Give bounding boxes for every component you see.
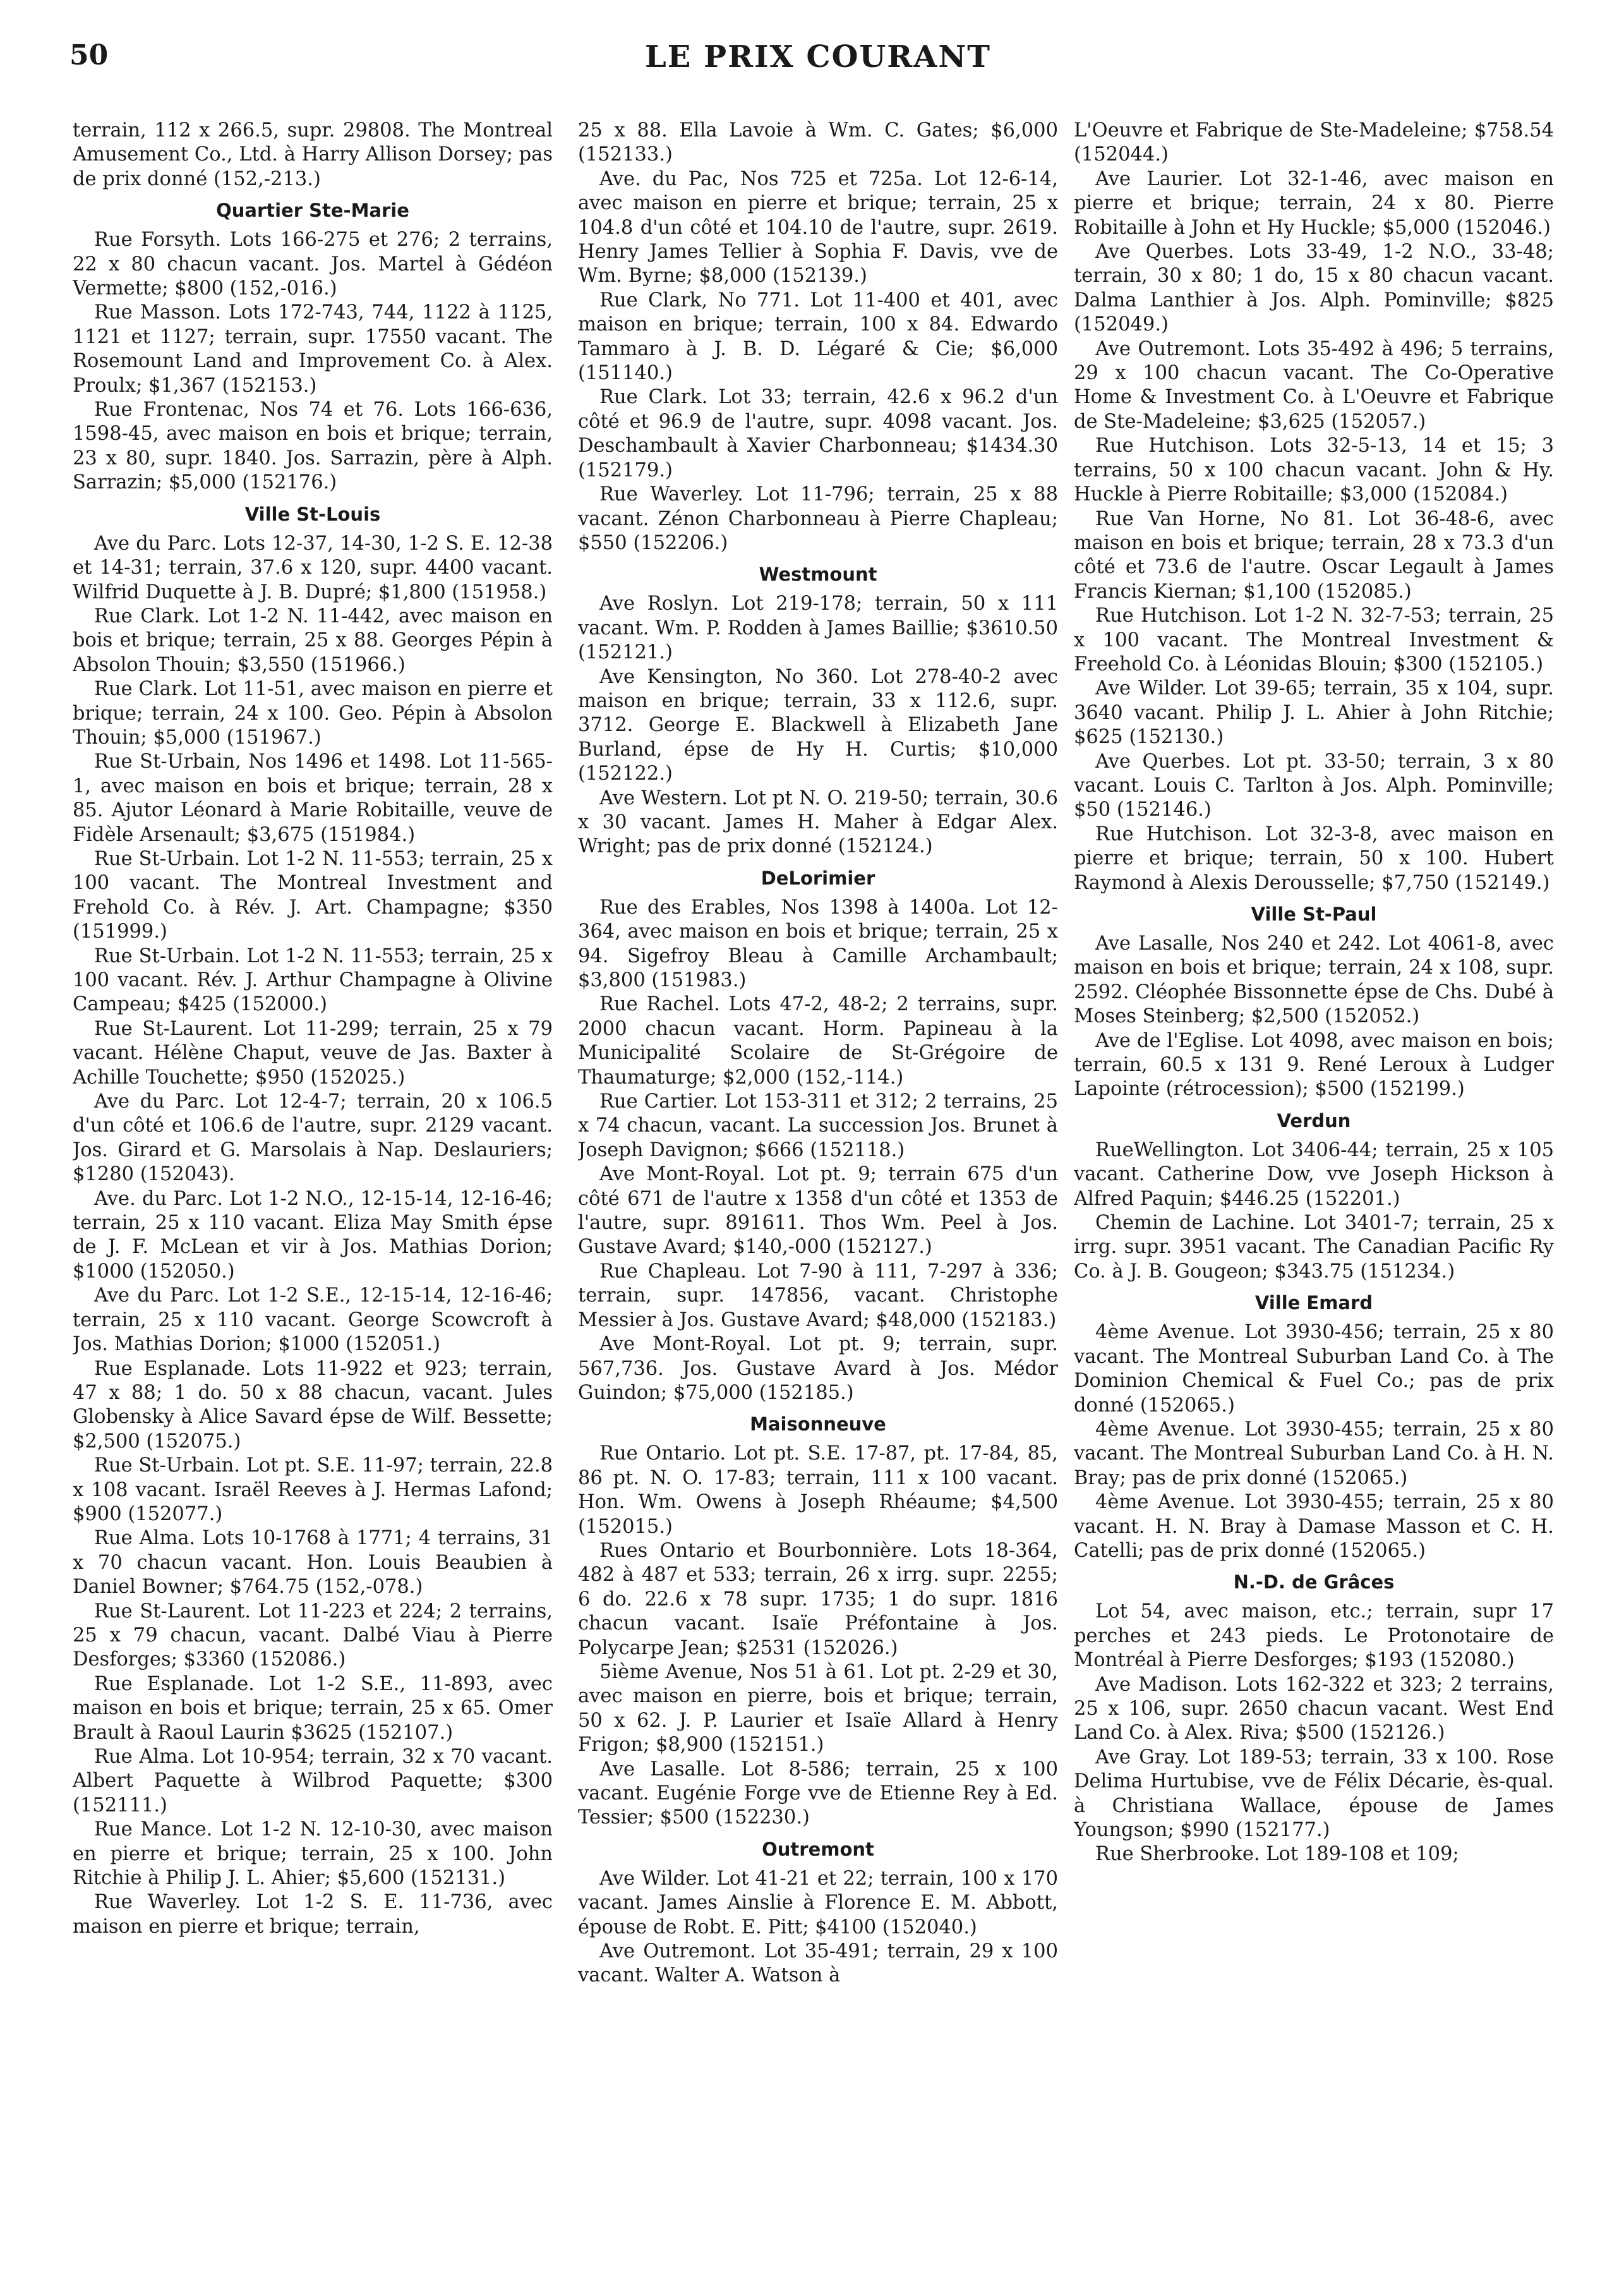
- listing-entry: Rue Mance. Lot 1-2 N. 12-10-30, avec maison en pierre et brique; terrain, 25 x 100. John Ritchie à Philip J. L. Ahier; $5,600 (152131.): [73, 1818, 553, 1890]
- listing-entry: Rue St-Urbain, Nos 1496 et 1498. Lot 11-565-1, avec maison en bois et brique; terrain, 28 x 85. Ajutor Léonard à Marie Robitaille, veuve de Fidèle Arsenault; $3,675 (151984.): [73, 751, 553, 846]
- text-column-1: [73, 119, 553, 2267]
- listing-entry: Ave du Parc. Lots 12-37, 14-30, 1-2 S. E. 12-38 et 14-31; terrain, 37.6 x 120, supr. 4400 vacant. Wilfrid Duquette à J. B. Dupré; $1,800 (151958.): [73, 532, 553, 603]
- listing-entry: Ave Lasalle, Nos 240 et 242. Lot 4061-8, avec maison en bois et brique; terrain, 24 x 108, supr. 2592. Cléophée Bissonnette épse de Chs. Dubé à Moses Steinberg; $2,500 (152052.): [1074, 933, 1554, 1028]
- listing-entry: Ave Madison. Lots 162-322 et 323; 2 terrains, 25 x 106, supr. 2650 chacun vacant. West End Land Co. à Alex. Riva; $500 (152126.): [1074, 1673, 1554, 1744]
- listing-entry: Ave du Parc. Lot 1-2 S.E., 12-15-14, 12-16-46; terrain, 25 x 110 vacant. George Scowcroft à Jos. Mathias Dorion; $1000 (152051.): [73, 1284, 553, 1356]
- section-heading: DeLorimier: [761, 867, 875, 889]
- listing-entry: Rue Alma. Lots 10-1768 à 1771; 4 terrains, 31 x 70 chacun vacant. Hon. Louis Beaubien à Daniel Bowner; $764.75 (152,-078.): [73, 1527, 553, 1598]
- listing-entry: Ave Wilder. Lot 41-21 et 22; terrain, 100 x 170 vacant. James Ainslie à Florence E. M. Abbott, épouse de Robt. E. Pitt; $4100 (152040.): [578, 1867, 1058, 1938]
- section-heading: Quartier Ste-Marie: [216, 200, 409, 222]
- listing-entry: Rue Van Horne, No 81. Lot 36-48-6, avec maison en bois et brique; terrain, 28 x 73.3 d'un côté et 73.6 de l'autre. Oscar Legault à James Francis Kiernan; $1,100 (152085.): [1074, 507, 1554, 603]
- listing-entry-continued: L'Oeuvre et Fabrique de Ste-Madeleine; $758.54 (152044.): [1074, 119, 1554, 166]
- listing-entry: Rue Hutchison. Lot 1-2 N. 32-7-53; terrain, 25 x 100 vacant. The Montreal Investment & Freehold Co. à Léonidas Blouin; $300 (152105.): [1074, 605, 1554, 675]
- listing-entry-continued: 25 x 88. Ella Lavoie à Wm. C. Gates; $6,000 (152133.): [578, 119, 1058, 166]
- listing-entry: Ave. du Pac, Nos 725 et 725a. Lot 12-6-14, avec maison en pierre et brique; terrain, 25 x 104.8 d'un côté et 104.10 de l'autre, supr. 2619. Henry James Tellier à Sophia F. Davis, vve de Wm. Byrne; $8,000 (152139.): [578, 167, 1058, 287]
- section-heading: Ville Emard: [1254, 1292, 1373, 1314]
- listing-entry: Rue St-Laurent. Lot 11-299; terrain, 25 x 79 vacant. Hélène Chaput, veuve de Jas. Baxter à Achille Touchette; $950 (152025.): [73, 1017, 553, 1089]
- listing-entry: Rue Clark. Lot 33; terrain, 42.6 x 96.2 d'un côté et 96.9 de l'autre, supr. 4098 vacant. Jos. Deschambault à Xavier Charbonneau; $1434.30 (152179.): [578, 386, 1058, 481]
- section-heading: Outremont: [762, 1838, 874, 1860]
- listing-entry: Rue Esplanade. Lots 11-922 et 923; terrain, 47 x 88; 1 do. 50 x 88 chacun, vacant. Jules Globensky à Alice Savard épse de Wilf. Bessette; $2,500 (152075.): [73, 1357, 553, 1453]
- listing-entry: Rue St-Urbain. Lot pt. S.E. 11-97; terrain, 22.8 x 108 vacant. Israël Reeves à J. Hermas Lafond; $900 (152077.): [73, 1454, 553, 1525]
- listing-entry: Ave Lasalle. Lot 8-586; terrain, 25 x 100 vacant. Eugénie Forge vve de Etienne Rey à Ed. Tessier; $500 (152230.): [578, 1758, 1058, 1829]
- listing-entry: Rue Clark. Lot 11-51, avec maison en pierre et brique; terrain, 24 x 100. Geo. Pépin à Absolon Thouin; $5,000 (151967.): [73, 678, 553, 749]
- listing-entry: Ave Mont-Royal. Lot pt. 9; terrain 675 d'un côté 671 de l'autre x 1358 d'un côté et 1353 de l'autre, supr. 891611. Thos Wm. Peel à Jos. Gustave Avard; $140,-000 (152127.): [578, 1163, 1058, 1259]
- listing-entry: Lot 54, avec maison, etc.; terrain, supr 17 perches et 243 pieds. Le Protonotaire de Montréal à Pierre Desforges; $193 (152080.): [1074, 1600, 1554, 1672]
- listing-entry: Ave de l'Eglise. Lot 4098, avec maison en bois; terrain, 60.5 x 131 9. René Leroux à Ludger Lapointe (rétrocession); $500 (152199.): [1074, 1029, 1554, 1101]
- listing-entry: Rue St-Urbain. Lot 1-2 N. 11-553; terrain, 25 x 100 vacant. The Montreal Investment and Frehold Co. à Rév. J. Art. Champagne; $350 (151999.): [73, 847, 553, 943]
- listing-entry: Ave Mont-Royal. Lot pt. 9; terrain, supr. 567,736. Jos. Gustave Avard à Jos. Médor Guindon; $75,000 (152185.): [578, 1333, 1058, 1404]
- listing-entry: Rue Esplanade. Lot 1-2 S.E., 11-893, avec maison en bois et brique; terrain, 25 x 65. Omer Brault à Raoul Laurin $3625 (152107.): [73, 1672, 553, 1744]
- listing-entry: Ave Wilder. Lot 39-65; terrain, 35 x 104, supr. 3640 vacant. Philip J. L. Ahier à John Ritchie; $625 (152130.): [1074, 677, 1554, 749]
- text-column-3: [1074, 119, 1554, 2267]
- listing-entry: Ave Querbes. Lot pt. 33-50; terrain, 3 x 80 vacant. Louis C. Tarlton à Jos. Alph. Pominville; $50 (152146.): [1074, 750, 1554, 821]
- listing-entry: Ave Western. Lot pt N. O. 219-50; terrain, 30.6 x 30 vacant. James H. Maher à Edgar Alex. Wright; pas de prix donné (152124.): [578, 787, 1058, 858]
- listing-entry: Rue St-Laurent. Lot 11-223 et 224; 2 terrains, 25 x 79 chacun, vacant. Dalbé Viau à Pierre Desforges; $3360 (152086.): [73, 1600, 553, 1671]
- listing-entry: Rue Rachel. Lots 47-2, 48-2; 2 terrains, supr. 2000 chacun vacant. Horm. Papineau à la Municipalité Scolaire de St-Grégoire de Thaumaturge; $2,000 (152,-114.): [578, 993, 1058, 1089]
- listing-entry: Rue Clark. Lot 1-2 N. 11-442, avec maison en bois et brique; terrain, 25 x 88. Georges Pépin à Absolon Thouin; $3,550 (151966.): [73, 605, 553, 676]
- listing-entry: Rue Forsyth. Lots 166-275 et 276; 2 terrains, 22 x 80 chacun vacant. Jos. Martel à Gédéon Vermette; $800 (152,-016.): [73, 229, 553, 300]
- page-header: [69, 39, 1567, 83]
- listing-entry: Rues Ontario et Bourbonnière. Lots 18-364, 482 à 487 et 533; terrain, 26 x irrg. supr. 2255; 6 do. 22.6 x 78 supr. 1735; 1 do supr. 1816 chacun vacant. Isaïe Préfontaine à Jos. Polycarpe Jean; $2531 (152026.): [578, 1539, 1058, 1659]
- listing-entry: Rue Hutchison. Lots 32-5-13, 14 et 15; 3 terrains, 50 x 100 chacun vacant. John & Hy. Huckle à Pierre Robitaille; $3,000 (152084.): [1074, 435, 1554, 506]
- listing-entry: Ave Roslyn. Lot 219-178; terrain, 50 x 111 vacant. Wm. P. Rodden à James Baillie; $3610.50 (152121.): [578, 593, 1058, 664]
- listing-entry: Rue Masson. Lots 172-743, 744, 1122 à 1125, 1121 et 1127; terrain, supr. 17550 vacant. The Rosemount Land and Improvement Co. à Alex. Proulx; $1,367 (152153.): [73, 301, 553, 397]
- journal-title: LE PRIX COURANT: [644, 39, 992, 75]
- section-heading: N.-D. de Grâces: [1233, 1571, 1395, 1593]
- listing-entry: Rue Clark, No 771. Lot 11-400 et 401, avec maison en brique; terrain, 100 x 84. Edwardo Tammaro à J. B. D. Légaré & Cie; $6,000 (151140.): [578, 289, 1058, 385]
- listing-entry: Chemin de Lachine. Lot 3401-7; terrain, 25 x irrg. supr. 3951 vacant. The Canadian Pacific Ry Co. à J. B. Gougeon; $343.75 (151234.): [1074, 1212, 1554, 1283]
- listing-entry: 4ème Avenue. Lot 3930-456; terrain, 25 x 80 vacant. The Montreal Suburban Land Co. à The Dominion Chemical & Fuel Co.; pas de prix donné (152065.): [1074, 1321, 1554, 1417]
- listing-entry: Ave Querbes. Lots 33-49, 1-2 N.O., 33-48; terrain, 30 x 80; 1 do, 15 x 80 chacun vacant. Dalma Lanthier à Jos. Alph. Pominville; $825 (152049.): [1074, 241, 1554, 336]
- listing-entry: Rue Ontario. Lot pt. S.E. 17-87, pt. 17-84, 85, 86 pt. N. O. 17-83; terrain, 111 x 100 vacant. Hon. Wm. Owens à Joseph Rhéaume; $4,500 (152015.): [578, 1442, 1058, 1538]
- listing-entry: Rue St-Urbain. Lot 1-2 N. 11-553; terrain, 25 x 100 vacant. Rév. J. Arthur Champagne à Olivine Campeau; $425 (152000.): [73, 945, 553, 1016]
- listing-entry: Ave Kensington, No 360. Lot 278-40-2 avec maison en brique; terrain, 33 x 112.6, supr. 3712. George E. Blackwell à Elizabeth Jane Burland, épse de Hy H. Curtis; $10,000 (152122.): [578, 665, 1058, 785]
- listing-entry: Ave Outremont. Lots 35-492 à 496; 5 terrains, 29 x 100 chacun vacant. The Co-Operative Home & Investment Co. à L'Oeuvre et Fabrique de Ste-Madeleine; $3,625 (152057.): [1074, 337, 1554, 433]
- listing-entry: Rue des Erables, Nos 1398 à 1400a. Lot 12-364, avec maison en bois et brique; terrain, 25 x 94. Sigefroy Bleau à Camille Archambault; $3,800 (151983.): [578, 896, 1058, 991]
- listing-entry: 4ème Avenue. Lot 3930-455; terrain, 25 x 80 vacant. H. N. Bray à Damase Masson et C. H. Catelli; pas de prix donné (152065.): [1074, 1491, 1554, 1562]
- listing-entry: 4ème Avenue. Lot 3930-455; terrain, 25 x 80 vacant. The Montreal Suburban Land Co. à H. N. Bray; pas de prix donné (152065.): [1074, 1418, 1554, 1489]
- listing-entry: 5ième Avenue, Nos 51 à 61. Lot pt. 2-29 et 30, avec maison en pierre, bois et brique; terrain, 50 x 62. J. P. Laurier et Isaïe Allard à Henry Frigon; $8,900 (152151.): [578, 1660, 1058, 1756]
- listing-entry-continued: terrain, 112 x 266.5, supr. 29808. The Montreal Amusement Co., Ltd. à Harry Allison Dorsey; pas de prix donné (152,-213.): [73, 119, 553, 190]
- section-heading: Ville St-Paul: [1251, 903, 1377, 925]
- listing-entry: Rue Cartier. Lot 153-311 et 312; 2 terrains, 25 x 74 chacun, vacant. La succession Jos. Brunet à Joseph Davignon; $666 (152118.): [578, 1091, 1058, 1161]
- section-heading: Maisonneuve: [750, 1413, 886, 1435]
- listing-entry: Rue Waverley. Lot 11-796; terrain, 25 x 88 vacant. Zénon Charbonneau à Pierre Chapleau; $550 (152206.): [578, 483, 1058, 554]
- listing-entry: Rue Alma. Lot 10-954; terrain, 32 x 70 vacant. Albert Paquette à Wilbrod Paquette; $300 (152111.): [73, 1746, 553, 1816]
- listing-entry: Rue Chapleau. Lot 7-90 à 111, 7-297 à 336; terrain, supr. 147856, vacant. Christophe Messier à Jos. Gustave Avard; $48,000 (152183.): [578, 1260, 1058, 1331]
- listing-entry: Rue Frontenac, Nos 74 et 76. Lots 166-636, 1598-45, avec maison en bois et brique; terrain, 23 x 80, supr. 1840. Jos. Sarrazin, père à Alph. Sarrazin; $5,000 (152176.): [73, 399, 553, 494]
- listing-entry: RueWellington. Lot 3406-44; terrain, 25 x 105 vacant. Catherine Dow, vve Joseph Hickson à Alfred Paquin; $446.25 (152201.): [1074, 1139, 1554, 1210]
- section-heading: Ville St-Louis: [244, 503, 381, 525]
- section-heading: Westmount: [759, 564, 877, 586]
- page-number: 50: [69, 39, 109, 71]
- listing-entry: Ave Laurier. Lot 32-1-46, avec maison en pierre et brique; terrain, 24 x 80. Pierre Robitaille à John et Hy Huckle; $5,000 (152046.): [1074, 167, 1554, 239]
- listing-entry: Ave Outremont. Lot 35-491; terrain, 29 x 100 vacant. Walter A. Watson à: [578, 1940, 1058, 1987]
- section-heading: Verdun: [1277, 1109, 1351, 1132]
- listing-entry: Ave Gray. Lot 189-53; terrain, 33 x 100. Rose Delima Hurtubise, vve de Félix Décarie, ès-qual. à Christiana Wallace, épouse de James Youngson; $990 (152177.): [1074, 1746, 1554, 1841]
- listing-entry: Ave du Parc. Lot 12-4-7; terrain, 20 x 106.5 d'un côté et 106.6 de l'autre, supr. 2129 vacant. Jos. Girard et G. Marsolais à Nap. Deslauriers; $1280 (152043).: [73, 1091, 553, 1186]
- listing-entry: Rue Sherbrooke. Lot 189-108 et 109;: [1095, 1843, 1459, 1866]
- listing-entry: Rue Waverley. Lot 1-2 S. E. 11-736, avec maison en pierre et brique; terrain,: [73, 1891, 553, 1938]
- listing-entry: Ave. du Parc. Lot 1-2 N.O., 12-15-14, 12-16-46; terrain, 25 x 110 vacant. Eliza May Smith épse de J. F. McLean et vir à Jos. Mathias Dorion; $1000 (152050.): [73, 1187, 553, 1283]
- listing-entry: Rue Hutchison. Lot 32-3-8, avec maison en pierre et brique; terrain, 50 x 100. Hubert Raymond à Alexis Derousselle; $7,750 (152149.): [1074, 823, 1554, 894]
- text-column-2: [578, 119, 1058, 2267]
